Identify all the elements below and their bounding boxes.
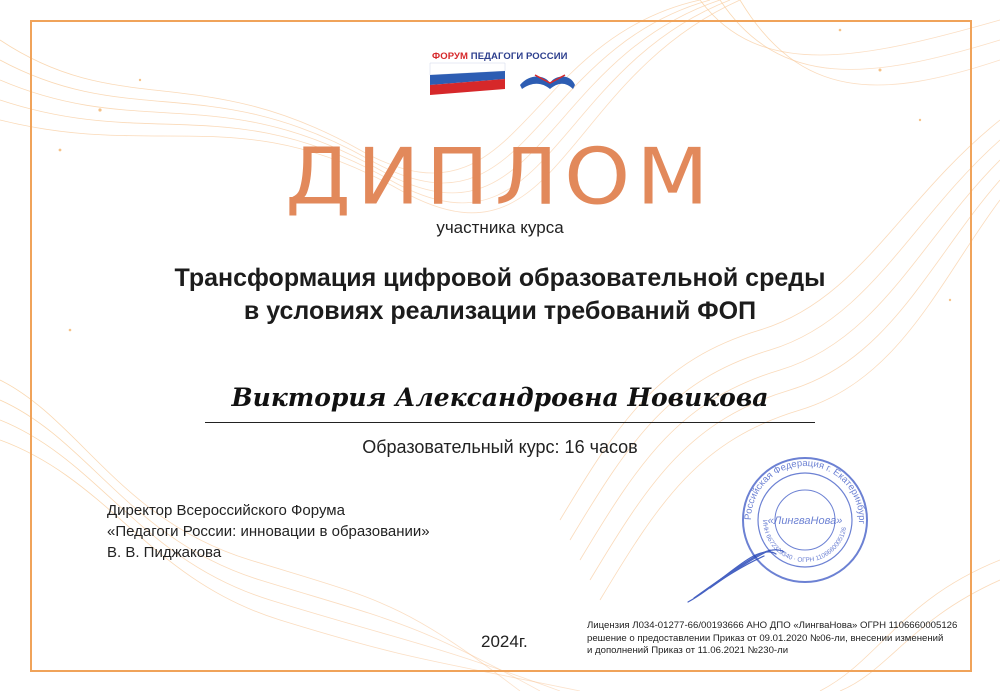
diploma-title: ДИПЛОМ	[285, 131, 715, 223]
license-info	[587, 620, 957, 658]
course-hours: Образовательный курс: 16 часов	[362, 437, 638, 457]
stamp-center-text: «ЛингваНова»	[767, 515, 843, 527]
course-title-line-1: Трансформация цифровой образовательной среды	[174, 264, 826, 292]
license-line-2: решение о предоставлении Приказ от 09.01.2020 №06-ли, внесении изменений	[587, 632, 944, 644]
course-title-line-2: в условиях реализации требований ФОП	[243, 297, 757, 325]
logo-text-blue: ПЕДАГОГИ РОССИИ	[470, 51, 568, 62]
logo-text-red: ФОРУМ	[432, 51, 469, 62]
director-name: В. В. Пиджакова	[107, 544, 222, 561]
license-line-1: Лицензия Л034-01277-66/00193666 АНО ДПО «ЛингваНова» ОГРН 1106660005126	[587, 620, 958, 631]
license-line-3: и дополнений Приказ от 11.06.2021 №230-ли	[587, 645, 789, 656]
signature-image	[680, 540, 800, 610]
director-block	[107, 500, 430, 563]
director-forum-name: «Педагоги России: инновации в образовании»	[107, 523, 430, 540]
stamp-inner-textpath: ИНН 6672329340 · ОГРН 1106660005126	[760, 519, 849, 565]
recipient-name: Виктория Александровна Новикова	[231, 383, 769, 412]
diploma-subtitle: участника курса	[436, 218, 564, 237]
stamp-outer-textpath: Российская Федерация г. Екатеринбург	[742, 457, 868, 525]
name-underline	[205, 422, 815, 423]
issue-year: 2024г.	[481, 632, 528, 651]
director-title: Директор Всероссийского Форума	[107, 502, 345, 519]
course-title	[0, 262, 1000, 328]
logo-text	[432, 51, 568, 62]
